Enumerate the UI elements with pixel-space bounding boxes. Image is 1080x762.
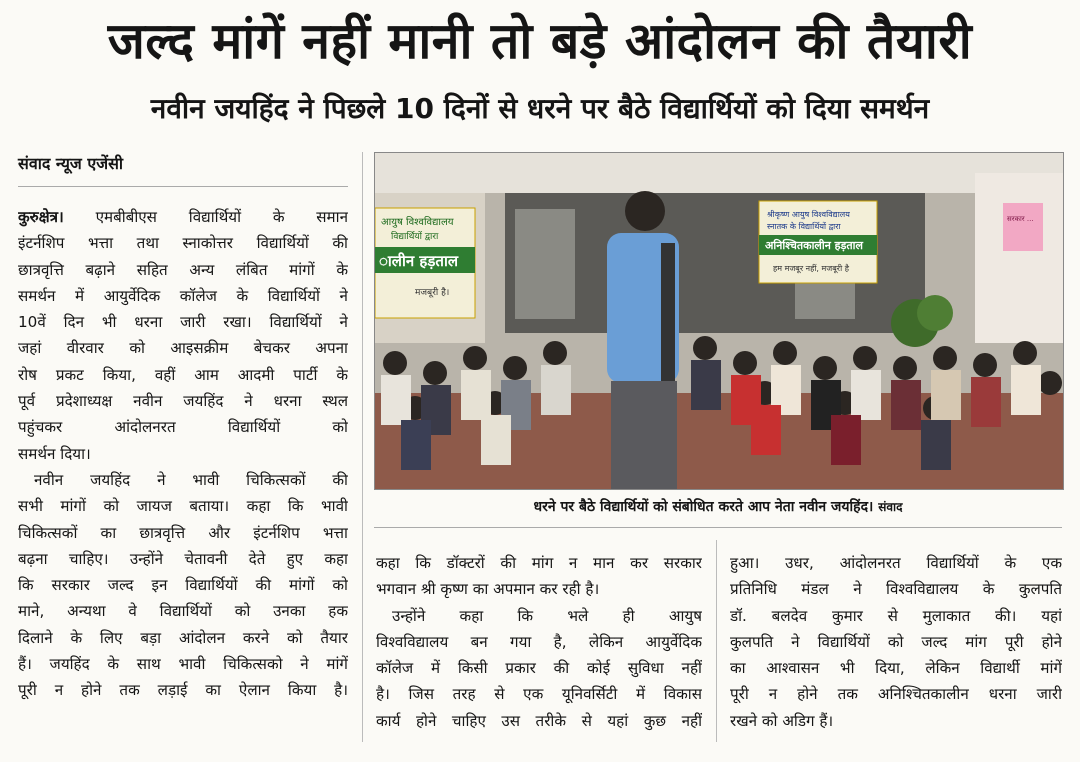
col1-line-0-rest: एमबीबीएस विद्यार्थियों के समान bbox=[95, 208, 348, 226]
article-column-1 bbox=[18, 204, 348, 704]
right-banner-mid: स्नातक के विद्यार्थियों द्वारा bbox=[767, 222, 841, 231]
paragraph-line: है। जिस तरह से एक यूनिवर्सिटी में विकास bbox=[376, 685, 702, 704]
news-photo bbox=[374, 152, 1064, 490]
paragraph-line: पहुंचकर आंदोलनरत विद्यार्थियों को bbox=[18, 418, 348, 437]
paragraph-line: कुलपति ने विद्यार्थियों को जल्द मांग पूरी होने bbox=[730, 632, 1062, 651]
paragraph-line: कि सरकार जल्द इन विद्यार्थियों की मांगों को bbox=[18, 576, 348, 595]
article-column-3 bbox=[730, 550, 1062, 734]
paragraph-line: कॉलेज में किसी प्रकार की कोई सुविधा नहीं bbox=[376, 659, 702, 678]
paragraph-line: चिकित्सकों का छात्रवृत्ति और इंटर्नशिप भत्ता bbox=[18, 523, 348, 542]
paragraph-line: रोष प्रकट किया, वहीं आम आदमी पार्टी के bbox=[18, 365, 348, 384]
poster-text: सरकार ... bbox=[1007, 215, 1034, 223]
paragraph-line: हुआ। उधर, आंदोलनरत विद्यार्थियों के एक bbox=[730, 554, 1062, 572]
photo-caption-text: धरने पर बैठे विद्यार्थियों को संबोधित करते आप नेता नवीन जयहिंद। bbox=[533, 499, 874, 515]
column-divider bbox=[716, 540, 717, 742]
article-column-2 bbox=[376, 550, 702, 734]
left-banner-top: आयुष विश्वविद्यालय bbox=[381, 217, 454, 228]
right-banner-small: हम मजबूर नहीं, मजबूरी है bbox=[773, 264, 849, 273]
paragraph-line: पूरी न होने तक अनिश्चितकालीन धरना जारी bbox=[730, 685, 1062, 704]
paragraph-line: पूरी न होने तक लड़ाई का ऐलान किया है। bbox=[18, 681, 348, 700]
paragraph-line: कार्य होने चाहिए उस तरीके से यहां कुछ नहीं bbox=[376, 711, 702, 730]
paragraph-line: प्रतिनिधि मंडल ने विश्वविद्यालय के कुलपति bbox=[730, 580, 1062, 599]
protest-scene-illustration bbox=[375, 153, 1063, 489]
left-banner-small: मजबूरी है। bbox=[415, 288, 450, 298]
headline: जल्द मांगें नहीं मानी तो बड़े आंदोलन की तैयारी bbox=[107, 12, 973, 70]
paragraph-line: सभी मांगों को जायज बताया। कहा कि भावी bbox=[18, 497, 348, 516]
paragraph-line: उन्होंने कहा कि भले ही आयुष bbox=[392, 606, 702, 625]
paragraph-line: बढ़ना चाहिए। उन्होंने चेतावनी देते हुए कहा bbox=[18, 549, 348, 568]
paragraph-line: का आश्वासन भी दिया, लेकिन विद्यार्थी मांगें bbox=[730, 659, 1062, 678]
paragraph-line: भगवान श्री कृष्ण का अपमान कर रही है। bbox=[376, 580, 600, 599]
photo-caption bbox=[374, 497, 1062, 517]
photo-credit: संवाद bbox=[878, 500, 903, 514]
right-banner-top: श्रीकृष्ण आयुष विश्वविद्यालय bbox=[767, 210, 850, 219]
paragraph-line bbox=[18, 204, 348, 230]
paragraph-line: पूर्व प्रदेशाध्यक्ष नवीन जयहिंद ने धरना स्थल bbox=[18, 392, 348, 411]
paragraph-line: डॉ. बलदेव कुमार से मुलाकात की। यहां bbox=[730, 606, 1062, 625]
paragraph-line: कहा कि डॉक्टरों की मांग न मान कर सरकार bbox=[376, 554, 702, 572]
left-banner-main: ालीन हड़ताल bbox=[379, 252, 458, 270]
paragraph-line: विश्वविद्यालय बन गया है, लेकिन आयुर्वेदिक bbox=[376, 632, 702, 651]
dateline: कुरुक्षेत्र। bbox=[18, 208, 64, 226]
paragraph-line: नवीन जयहिंद ने भावी चिकित्सकों की bbox=[34, 470, 348, 489]
caption-rule bbox=[374, 527, 1062, 528]
byline-rule bbox=[18, 186, 348, 187]
paragraph-line: छात्रवृत्ति बढ़ाने सहित अन्य लंबित मांगों के bbox=[18, 260, 348, 279]
right-banner-main: अनिश्चितकालीन हड़ताल bbox=[765, 239, 863, 252]
subheadline: नवीन जयहिंद ने पिछले 10 दिनों से धरने पर बैठे विद्यार्थियों को दिया समर्थन bbox=[150, 92, 930, 125]
paragraph-line: 10वें दिन भी धरना जारी रखा। विद्यार्थियों ने bbox=[18, 313, 348, 332]
paragraph-line: दिलाने के लिए बड़ा आंदोलन करने को तैयार bbox=[18, 628, 348, 647]
left-banner-mid: विद्यार्थियों द्वारा bbox=[391, 232, 439, 242]
paragraph-line: इंटर्नशिप भत्ता तथा स्नाकोत्तर विद्यार्थियों की bbox=[18, 234, 348, 253]
paragraph-line: माने, अन्यथा वे विद्यार्थियों को उनका हक bbox=[18, 602, 348, 621]
paragraph-line: समर्थन दिया। bbox=[18, 444, 91, 463]
paragraph-line: हैं। जयहिंद के साथ भावी चिकित्सको ने मांगें bbox=[18, 655, 348, 674]
paragraph-line: रखने को अडिग हैं। bbox=[730, 711, 834, 730]
paragraph-line: जहां वीरवार को आइसक्रीम बेचकर अपना bbox=[18, 339, 348, 358]
column-divider bbox=[362, 152, 363, 742]
byline: संवाद न्यूज एजेंसी bbox=[18, 154, 124, 173]
paragraph-line: समर्थन में आयुर्वेदिक कॉलेज के विद्यार्थियों ने bbox=[18, 286, 348, 305]
